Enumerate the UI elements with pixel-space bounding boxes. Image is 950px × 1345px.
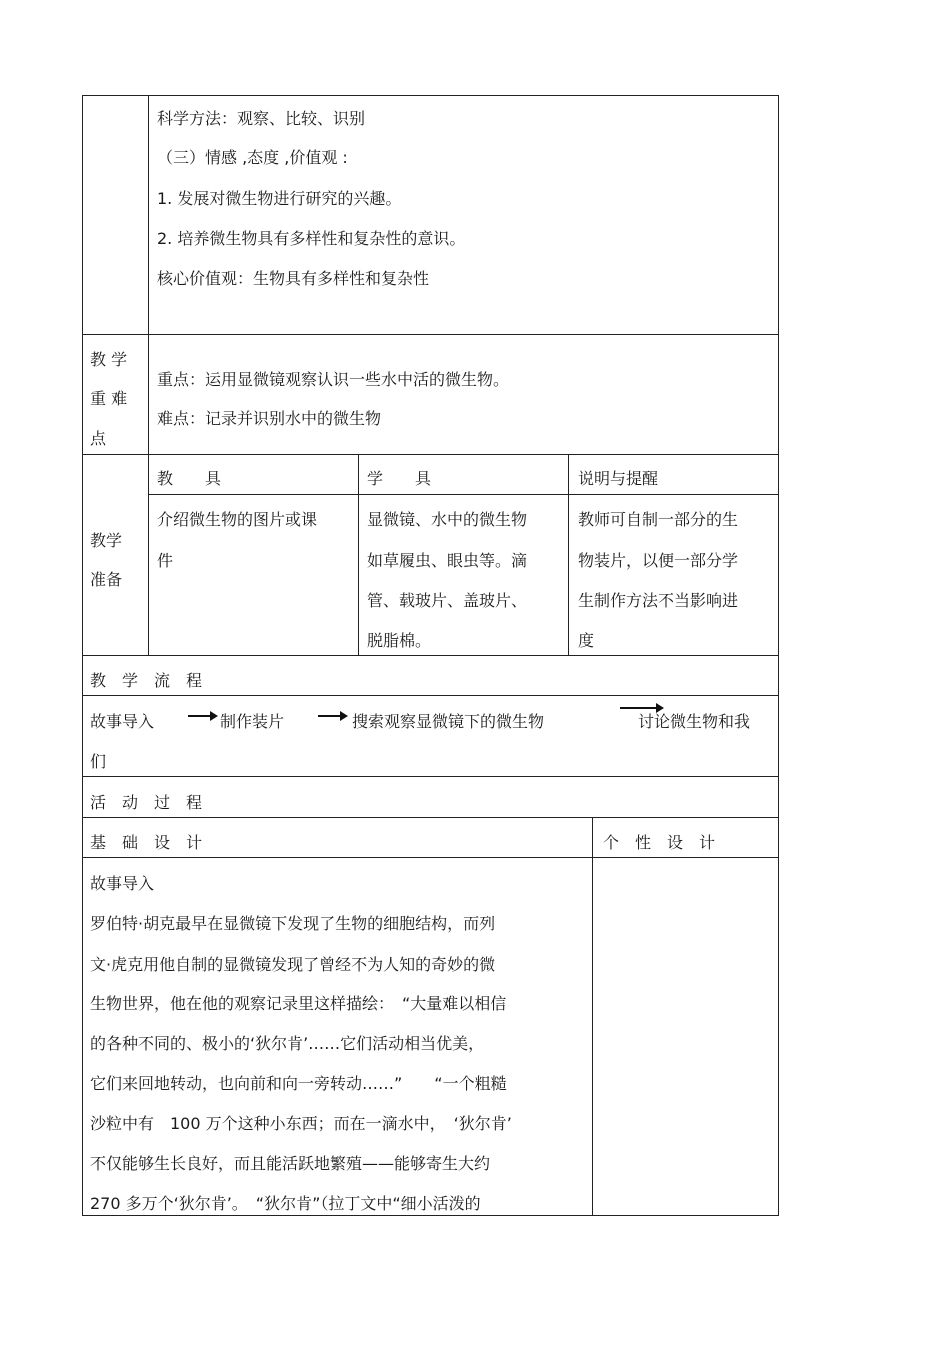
story-line: 罗伯特·胡克最早在显微镜下发现了生物的细胞结构，而列 (90, 914, 496, 933)
label-column-divider (148, 95, 149, 655)
row-line-top (82, 95, 779, 96)
story-line: 的各种不同的、极小的‘狄尔肯’……它们活动相当优美， (90, 1034, 485, 1053)
flow-step: 制作装片 (220, 712, 285, 731)
row-label: 教学 (90, 531, 123, 550)
row-line-6 (82, 817, 779, 818)
objective-item: 2. 培养微生物具有多样性和复杂性的意识。 (157, 229, 466, 248)
story-line: 生物世界，他在他的观察记录里这样描绘： “大量难以相信 (90, 994, 507, 1013)
design-divider (592, 817, 593, 1216)
row-label: 准备 (90, 570, 123, 589)
notes-text: 度 (578, 631, 595, 650)
personal-design-header: 个 性 设 计 (603, 833, 716, 852)
core-value-text: 核心价值观：生物具有多样性和复杂性 (157, 269, 430, 288)
row-line-2 (82, 454, 779, 455)
notes-text: 生制作方法不当影响进 (578, 591, 739, 610)
prep-divider-2 (568, 455, 569, 655)
row-line-bottom (82, 1215, 779, 1216)
flow-step: 故事导入 (90, 712, 155, 731)
student-tools-text: 管、载玻片、盖玻片、 (367, 591, 528, 610)
teacher-tools-text: 介绍微生物的图片或课 (157, 510, 318, 529)
arrow-right-icon (620, 707, 662, 709)
basic-design-header: 基 础 设 计 (90, 833, 203, 852)
science-method-text: 科学方法：观察、比较、识别 (157, 109, 366, 128)
flow-heading: 教 学 流 程 (90, 671, 203, 690)
row-label: 教 学 (90, 350, 128, 369)
activity-heading: 活 动 过 程 (90, 793, 203, 812)
column-header: 教 具 (157, 469, 222, 488)
section-heading: （三）情感 ,态度 ,价值观 : (157, 148, 348, 167)
arrow-right-icon (188, 715, 216, 717)
notes-text: 教师可自制一部分的生 (578, 510, 739, 529)
focus-text: 重点：运用显微镜观察认识一些水中活的微生物。 (157, 370, 510, 389)
student-tools-text: 脱脂棉。 (367, 631, 432, 650)
story-line: 沙粒中有 100 万个这种小东西；而在一滴水中， ‘狄尔肯’ (90, 1114, 512, 1133)
story-line: 它们来回地转动，也向前和向一旁转动……” “一个粗糙 (90, 1074, 507, 1093)
story-line: 270 多万个‘狄尔肯’。 “狄尔肯”（拉丁文中“细小活泼的 (90, 1194, 481, 1213)
row-line-1 (82, 334, 779, 335)
story-line: 文·虎克用他自制的显微镜发现了曾经不为人知的奇妙的微 (90, 955, 496, 974)
row-label: 重 难 (90, 389, 128, 408)
row-line-3 (82, 655, 779, 656)
story-title: 故事导入 (90, 874, 155, 893)
student-tools-text: 显微镜、水中的微生物 (367, 510, 528, 529)
column-header: 学 具 (367, 469, 432, 488)
prep-divider-1 (358, 455, 359, 655)
student-tools-text: 如草履虫、眼虫等。滴 (367, 551, 528, 570)
row-line-7 (82, 857, 779, 858)
prep-header-line (148, 494, 779, 495)
arrow-right-icon (318, 715, 346, 717)
flow-step: 讨论微生物和我 (638, 712, 751, 731)
row-label: 点 (90, 429, 107, 448)
teacher-tools-text: 件 (157, 551, 174, 570)
objective-item: 1. 发展对微生物进行研究的兴趣。 (157, 189, 402, 208)
notes-text: 物装片，以便一部分学 (578, 551, 739, 570)
flow-step: 搜索观察显微镜下的微生物 (352, 712, 545, 731)
row-line-5 (82, 776, 779, 777)
story-line: 不仅能够生长良好，而且能活跃地繁殖——能够寄生大约 (90, 1154, 491, 1173)
row-line-4 (82, 695, 779, 696)
column-header: 说明与提醒 (578, 469, 659, 488)
flow-continuation: 们 (90, 752, 107, 771)
difficulty-text: 难点：记录并识别水中的微生物 (157, 409, 382, 428)
